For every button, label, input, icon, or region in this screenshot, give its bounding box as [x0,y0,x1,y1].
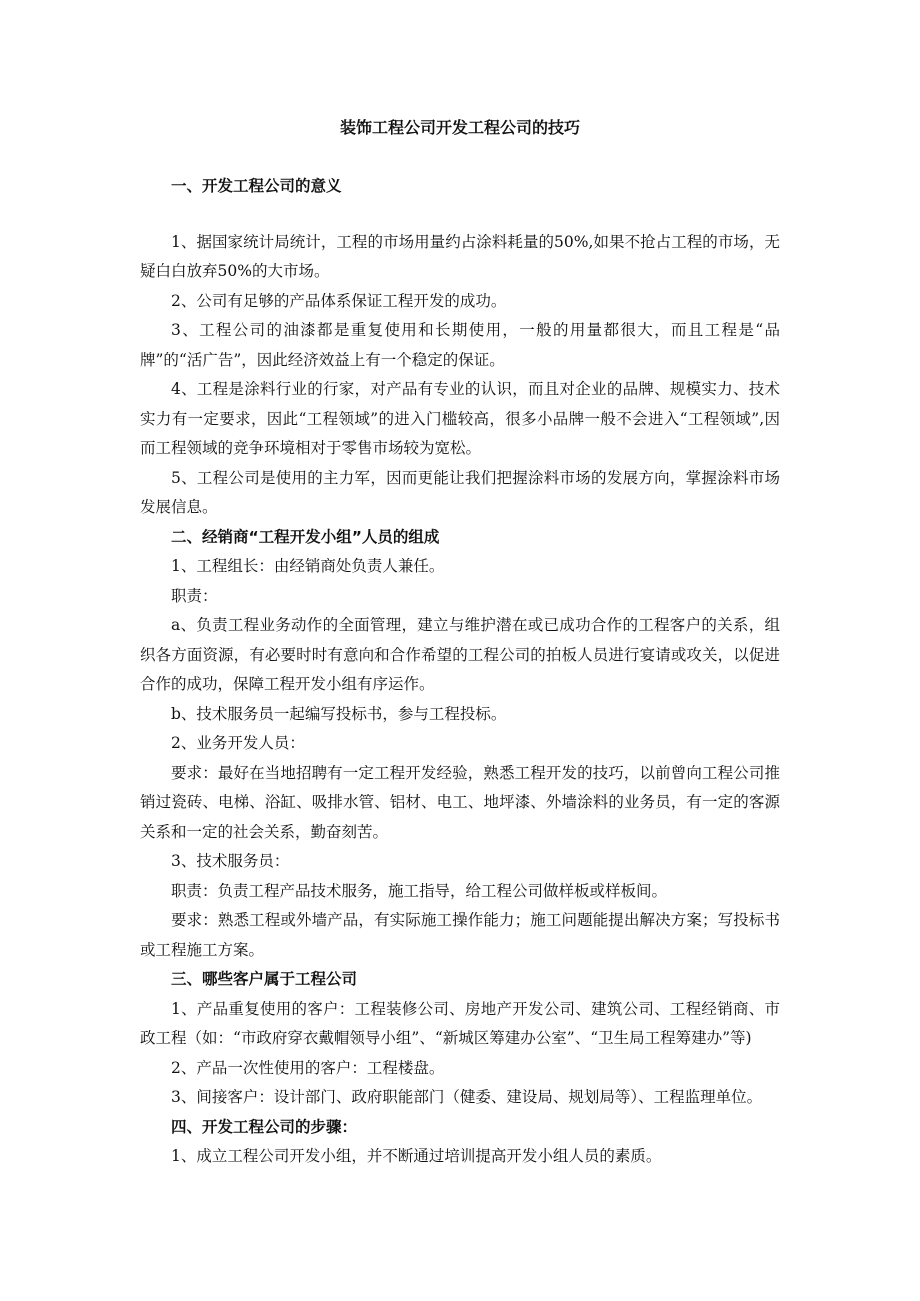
section-1-paragraph-2: 2、公司有足够的产品体系保证工程开发的成功。 [171,291,507,310]
section-2-paragraph-1: 1、工程组长：由经销商处负责人兼任。 [171,557,445,575]
section-2-paragraph-8: 职责：负责工程产品技术服务，施工指导，给工程公司做样板或样板间。 [171,881,668,900]
section-2-paragraph-3: a、负责工程业务动作的全面管理，建立与维护潜在或已成功合作的工程客户的关系，组织各方面资源，有必要时时有意向和合作希望的工程公司的拍板人员进行宴请或攻关，以促进合作的成功，保障工程开发小组有序运作。 [140,616,780,693]
section-2-paragraph-5: 2、业务开发人员： [171,734,305,752]
section-3-paragraph-2: 2、产品一次性使用的客户：工程楼盘。 [171,1058,445,1077]
document-body [140,172,780,1172]
section-2-paragraph-2: 职责： [171,586,218,605]
section-4-paragraph-1: 1、成立工程公司开发小组，并不断通过培训提高开发小组人员的素质。 [171,1147,662,1165]
section-3-paragraph-1: 1、产品重复使用的客户：工程装修公司、房地产开发公司、建筑公司、工程经销商、市政工程（如：“市政府穿衣戴帽领导小组”、“新城区筹建办公室”、“卫生局工程筹建办”等) [140,999,780,1047]
section-2-paragraph-4: b、技术服务员一起编写投标书，参与工程投标。 [171,704,507,723]
section-2-paragraph-9: 要求：熟悉工程或外墙产品，有实际施工操作能力；施工问题能提出解决方案；写投标书或工程施工方案。 [140,911,780,959]
section-1-paragraph-1: 1、据国家统计局统计，工程的市场用量约占涂料耗量的50%,如果不抢占工程的市场，无疑白白放弃50%的大市场。 [140,232,780,280]
section-3-paragraph-3: 3、间接客户：设计部门、政府职能部门（健委、建设局、规划局等）、工程监理单位。 [171,1088,763,1106]
document-title: 装饰工程公司开发工程公司的技巧 [339,118,580,137]
section-2-paragraph-7: 3、技术服务员： [171,852,290,870]
section-1-paragraph-3: 3、工程公司的油漆都是重复使用和长期使用，一般的用量都很大，而且工程是“品牌”的“活广告”，因此经济效益上有一个稳定的保证。 [140,321,780,369]
section-2-paragraph-6: 要求：最好在当地招聘有一定工程开发经验，熟悉工程开发的技巧，以前曾向工程公司推销过瓷砖、电梯、浴缸、吸排水管、铝材、电工、地坪漆、外墙涂料的业务员，有一定的客源关系和一定的社会关系，勤奋刻苦。 [140,763,780,841]
section-heading-4: 四、开发工程公司的步骤： [171,1117,358,1136]
section-heading-2: 二、经销商“工程开发小组”人员的组成 [171,527,440,546]
section-heading-3: 三、哪些客户属于工程公司 [171,970,358,988]
section-heading-1: 一、开发工程公司的意义 [171,177,342,195]
section-1-paragraph-4: 4、工程是涂料行业的行家，对产品有专业的认识，而且对企业的品牌、规模实力、技术实力有一定要求，因此“工程领域”的进入门槛较高，很多小品牌一般不会进入“工程领域”,因而工程领域的竞争环境相对于零售市场较为宽松。 [140,380,780,457]
section-1-paragraph-5: 5、工程公司是使用的主力军，因而更能让我们把握涂料市场的发展方向，掌握涂料市场发展信息。 [140,468,780,516]
